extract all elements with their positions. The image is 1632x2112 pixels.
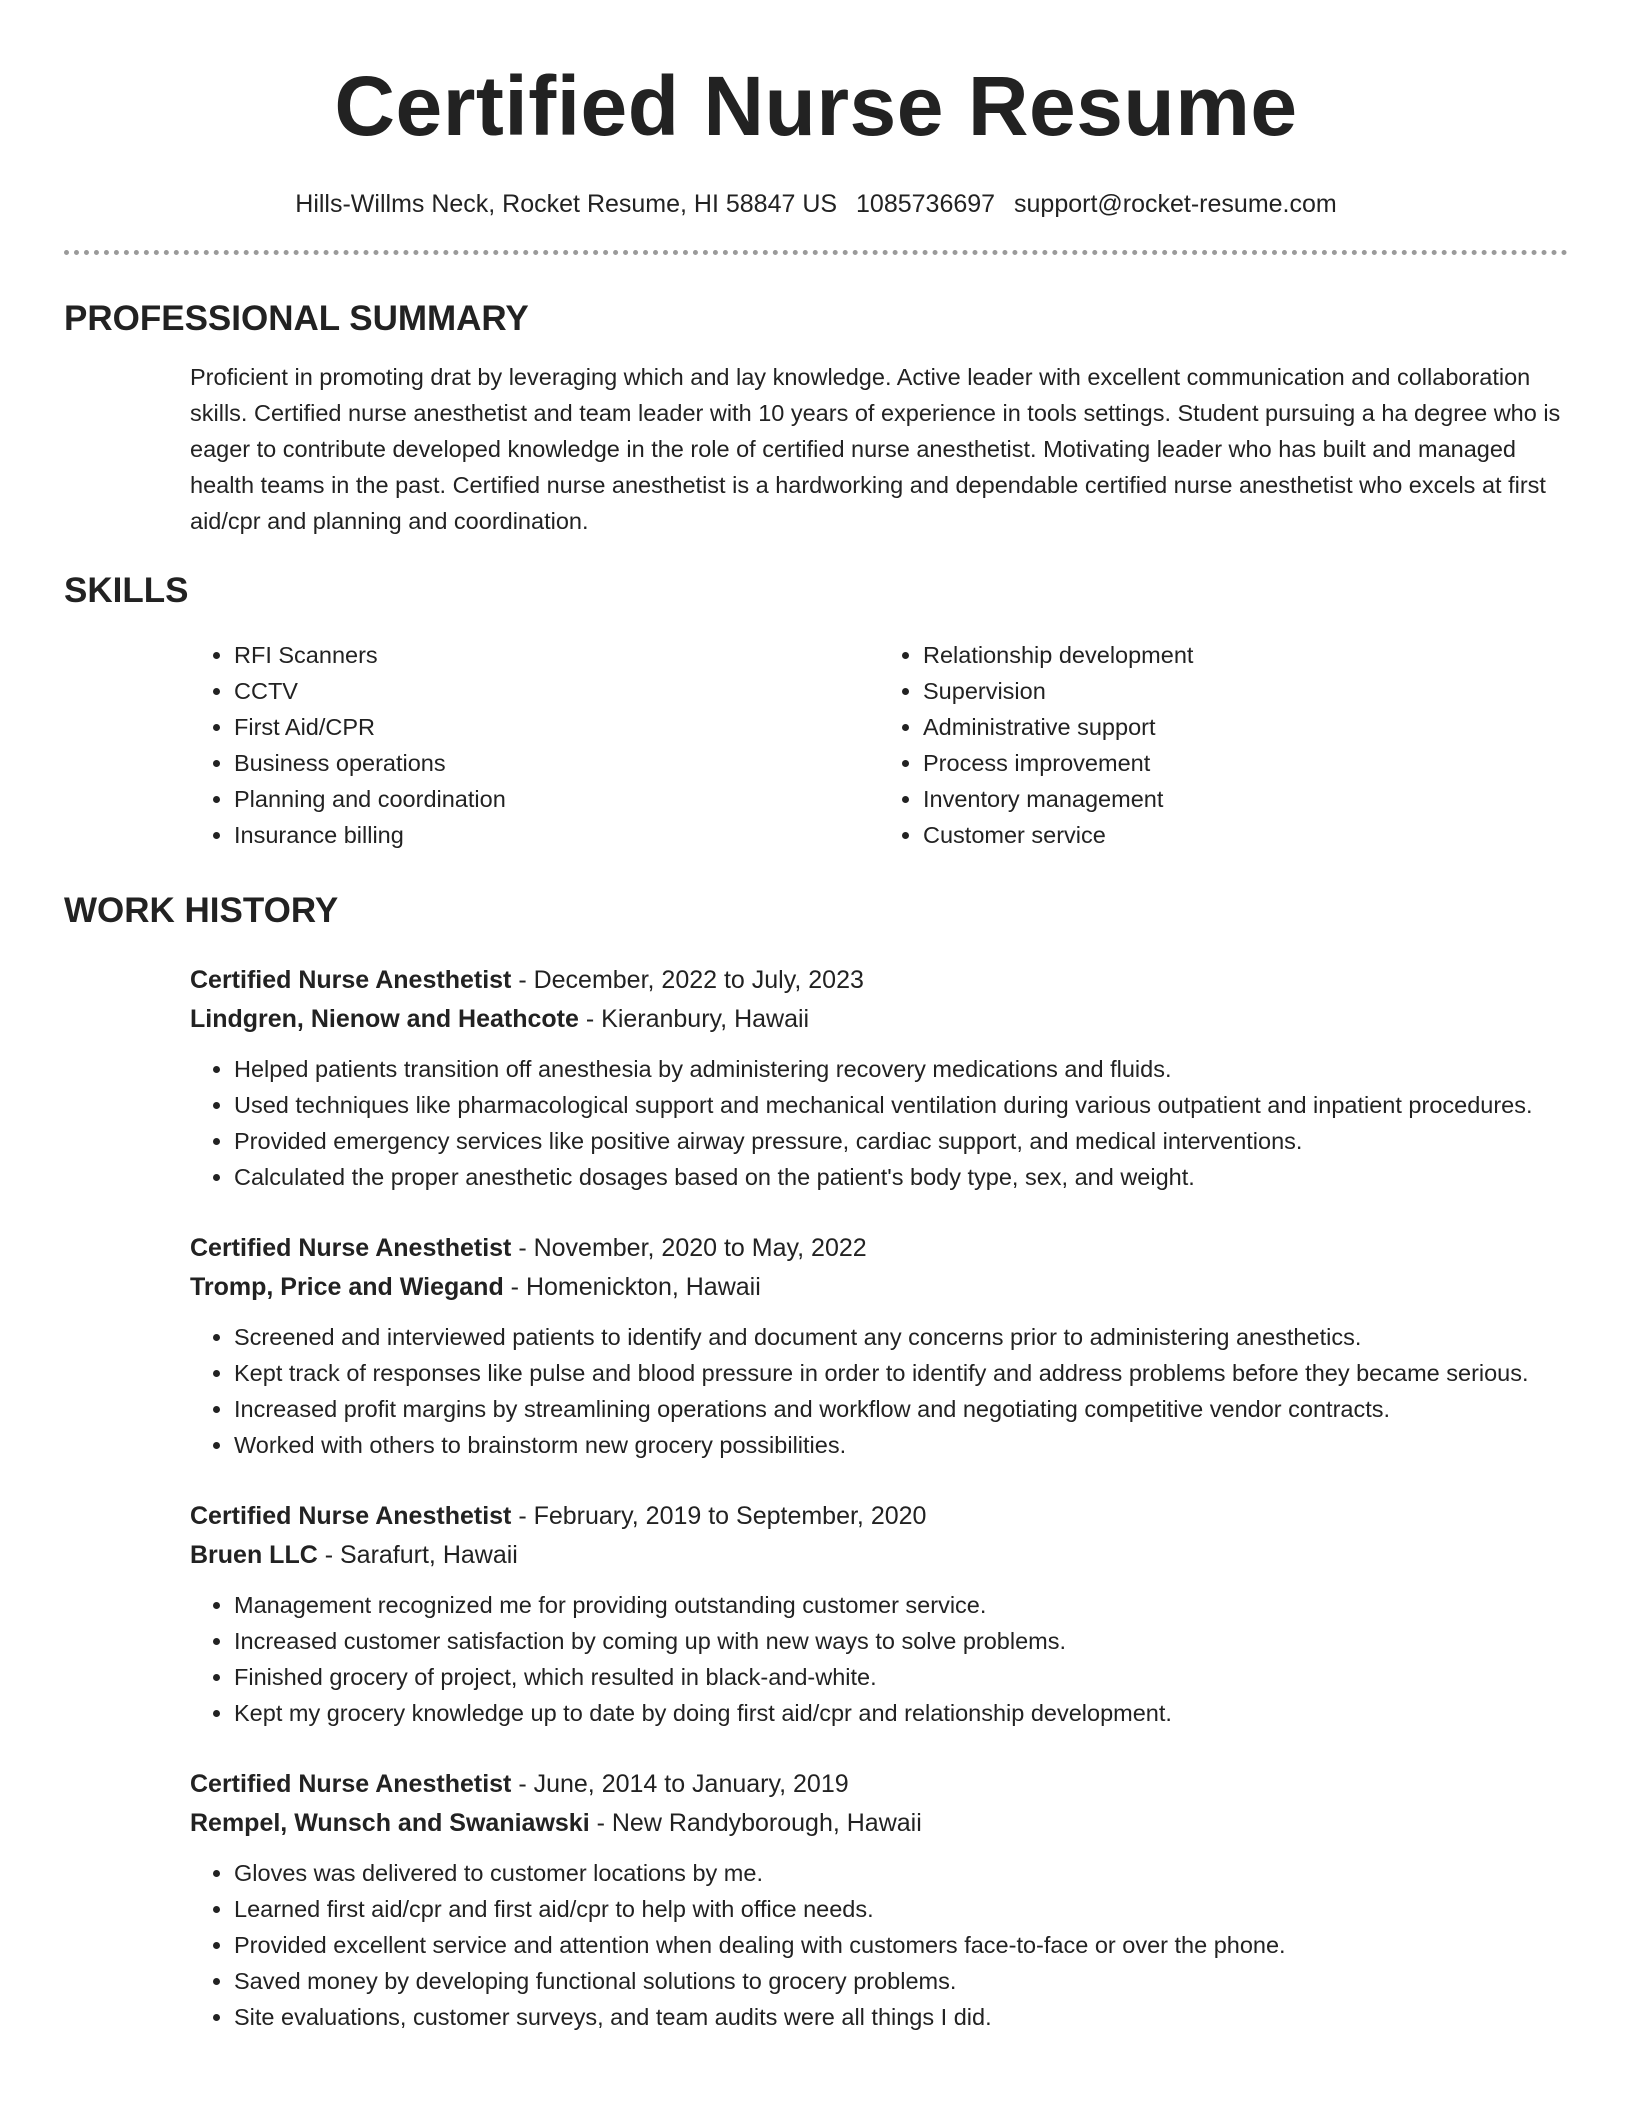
skill-item: • First Aid/CPR	[234, 709, 879, 745]
skill-item: • Inventory management	[923, 781, 1568, 817]
job-bullet: • Provided emergency services like positive airway pressure, cardiac support, and medical interventions.	[234, 1123, 1568, 1159]
job-bullet: • Screened and interviewed patients to identify and document any concerns prior to administering anesthetics.	[234, 1319, 1568, 1355]
skill-item: • Business operations	[234, 745, 879, 781]
job-company: Tromp, Price and Wiegand	[190, 1273, 504, 1301]
skills-list-right	[879, 637, 1568, 853]
job-location: - New Randyborough, Hawaii	[589, 1809, 922, 1837]
job-entry	[190, 961, 1568, 1195]
job-bullet: • Used techniques like pharmacological support and mechanical ventilation during various outpatient and inpatient procedures.	[234, 1087, 1568, 1123]
job-bullet: • Worked with others to brainstorm new grocery possibilities.	[234, 1427, 1568, 1463]
job-bullets	[190, 1855, 1568, 2035]
job-title-line	[190, 1765, 1568, 1804]
job-bullet: • Finished grocery of project, which resulted in black-and-white.	[234, 1659, 1568, 1695]
job-bullets	[190, 1051, 1568, 1195]
job-bullet: • Increased profit margins by streamlining operations and workflow and negotiating competitive vendor contracts.	[234, 1391, 1568, 1427]
job-bullets	[190, 1319, 1568, 1463]
job-dates: - December, 2022 to July, 2023	[511, 966, 864, 994]
job-location: - Sarafurt, Hawaii	[317, 1541, 518, 1569]
job-title-line	[190, 961, 1568, 1000]
job-bullet: • Gloves was delivered to customer locations by me.	[234, 1855, 1568, 1891]
contact-line	[64, 188, 1568, 220]
job-bullet: • Kept track of responses like pulse and blood pressure in order to identify and address problems before they became serious.	[234, 1355, 1568, 1391]
job-dates: - February, 2019 to September, 2020	[511, 1502, 927, 1530]
job-company-line	[190, 1000, 1568, 1039]
skill-item: • Process improvement	[923, 745, 1568, 781]
skills-section	[64, 569, 1568, 853]
job-bullet: • Site evaluations, customer surveys, and team audits were all things I did.	[234, 1999, 1568, 2035]
summary-text: Proficient in promoting drat by leveraging which and lay knowledge. Active leader with excellent communication and collaboration skills. Certified nurse anesthetist and team leader with 10 years of experience in tools settings. Student pursuing a ha degree who is eager to contribute developed knowledge in the role of certified nurse anesthetist. Motivating leader who has built and managed health teams in the past. Certified nurse anesthetist is a hardworking and dependable certified nurse anesthetist who excels at first aid/cpr and planning and coordination.	[190, 364, 1561, 534]
job-company: Rempel, Wunsch and Swaniawski	[190, 1809, 590, 1837]
job-company: Lindgren, Nienow and Heathcote	[190, 1005, 579, 1033]
summary-section	[64, 297, 1568, 539]
work-history-section	[64, 889, 1568, 2035]
job-company: Bruen LLC	[190, 1541, 318, 1569]
job-bullet: • Learned first aid/cpr and first aid/cpr to help with office needs.	[234, 1891, 1568, 1927]
skill-item: • Insurance billing	[234, 817, 879, 853]
job-company-line	[190, 1268, 1568, 1307]
job-title-line	[190, 1497, 1568, 1536]
skill-item: • Administrative support	[923, 709, 1568, 745]
job-title: Certified Nurse Anesthetist	[190, 1770, 512, 1798]
job-title-line	[190, 1229, 1568, 1268]
job-bullet: • Helped patients transition off anesthesia by administering recovery medications and fluids.	[234, 1051, 1568, 1087]
skill-item: • Supervision	[923, 673, 1568, 709]
job-title: Certified Nurse Anesthetist	[190, 966, 512, 994]
skills-list-left	[190, 637, 879, 853]
job-bullet: • Calculated the proper anesthetic dosages based on the patient's body type, sex, and weight.	[234, 1159, 1568, 1195]
header-divider	[64, 250, 1568, 255]
contact-address: Hills-Willms Neck, Rocket Resume, HI 58847 US	[295, 190, 838, 218]
skills-heading: SKILLS	[64, 571, 189, 610]
work-history-heading: WORK HISTORY	[64, 891, 339, 930]
skill-item: • CCTV	[234, 673, 879, 709]
job-dates: - June, 2014 to January, 2019	[511, 1770, 849, 1798]
job-bullet: • Management recognized me for providing outstanding customer service.	[234, 1587, 1568, 1623]
contact-phone: 1085736697	[856, 190, 996, 218]
skill-item: • Relationship development	[923, 637, 1568, 673]
job-title: Certified Nurse Anesthetist	[190, 1502, 512, 1530]
summary-heading: PROFESSIONAL SUMMARY	[64, 299, 529, 338]
skill-item: • RFI Scanners	[234, 637, 879, 673]
job-dates: - November, 2020 to May, 2022	[511, 1234, 867, 1262]
job-entry	[190, 1765, 1568, 2035]
job-company-line	[190, 1536, 1568, 1575]
job-bullet: • Kept my grocery knowledge up to date by doing first aid/cpr and relationship development.	[234, 1695, 1568, 1731]
job-entry	[190, 1497, 1568, 1731]
job-entry	[190, 1229, 1568, 1463]
job-bullets	[190, 1587, 1568, 1731]
resume-title: Certified Nurse Resume	[334, 59, 1298, 153]
contact-email: support@rocket-resume.com	[1014, 190, 1337, 218]
job-bullet: • Provided excellent service and attention when dealing with customers face-to-face or over the phone.	[234, 1927, 1568, 1963]
skill-item: • Customer service	[923, 817, 1568, 853]
skill-item: • Planning and coordination	[234, 781, 879, 817]
job-bullet: • Saved money by developing functional solutions to grocery problems.	[234, 1963, 1568, 1999]
job-title: Certified Nurse Anesthetist	[190, 1234, 512, 1262]
job-location: - Kieranbury, Hawaii	[578, 1005, 810, 1033]
job-company-line	[190, 1804, 1568, 1843]
job-location: - Homenickton, Hawaii	[503, 1273, 761, 1301]
job-bullet: • Increased customer satisfaction by coming up with new ways to solve problems.	[234, 1623, 1568, 1659]
skills-grid	[190, 637, 1568, 853]
